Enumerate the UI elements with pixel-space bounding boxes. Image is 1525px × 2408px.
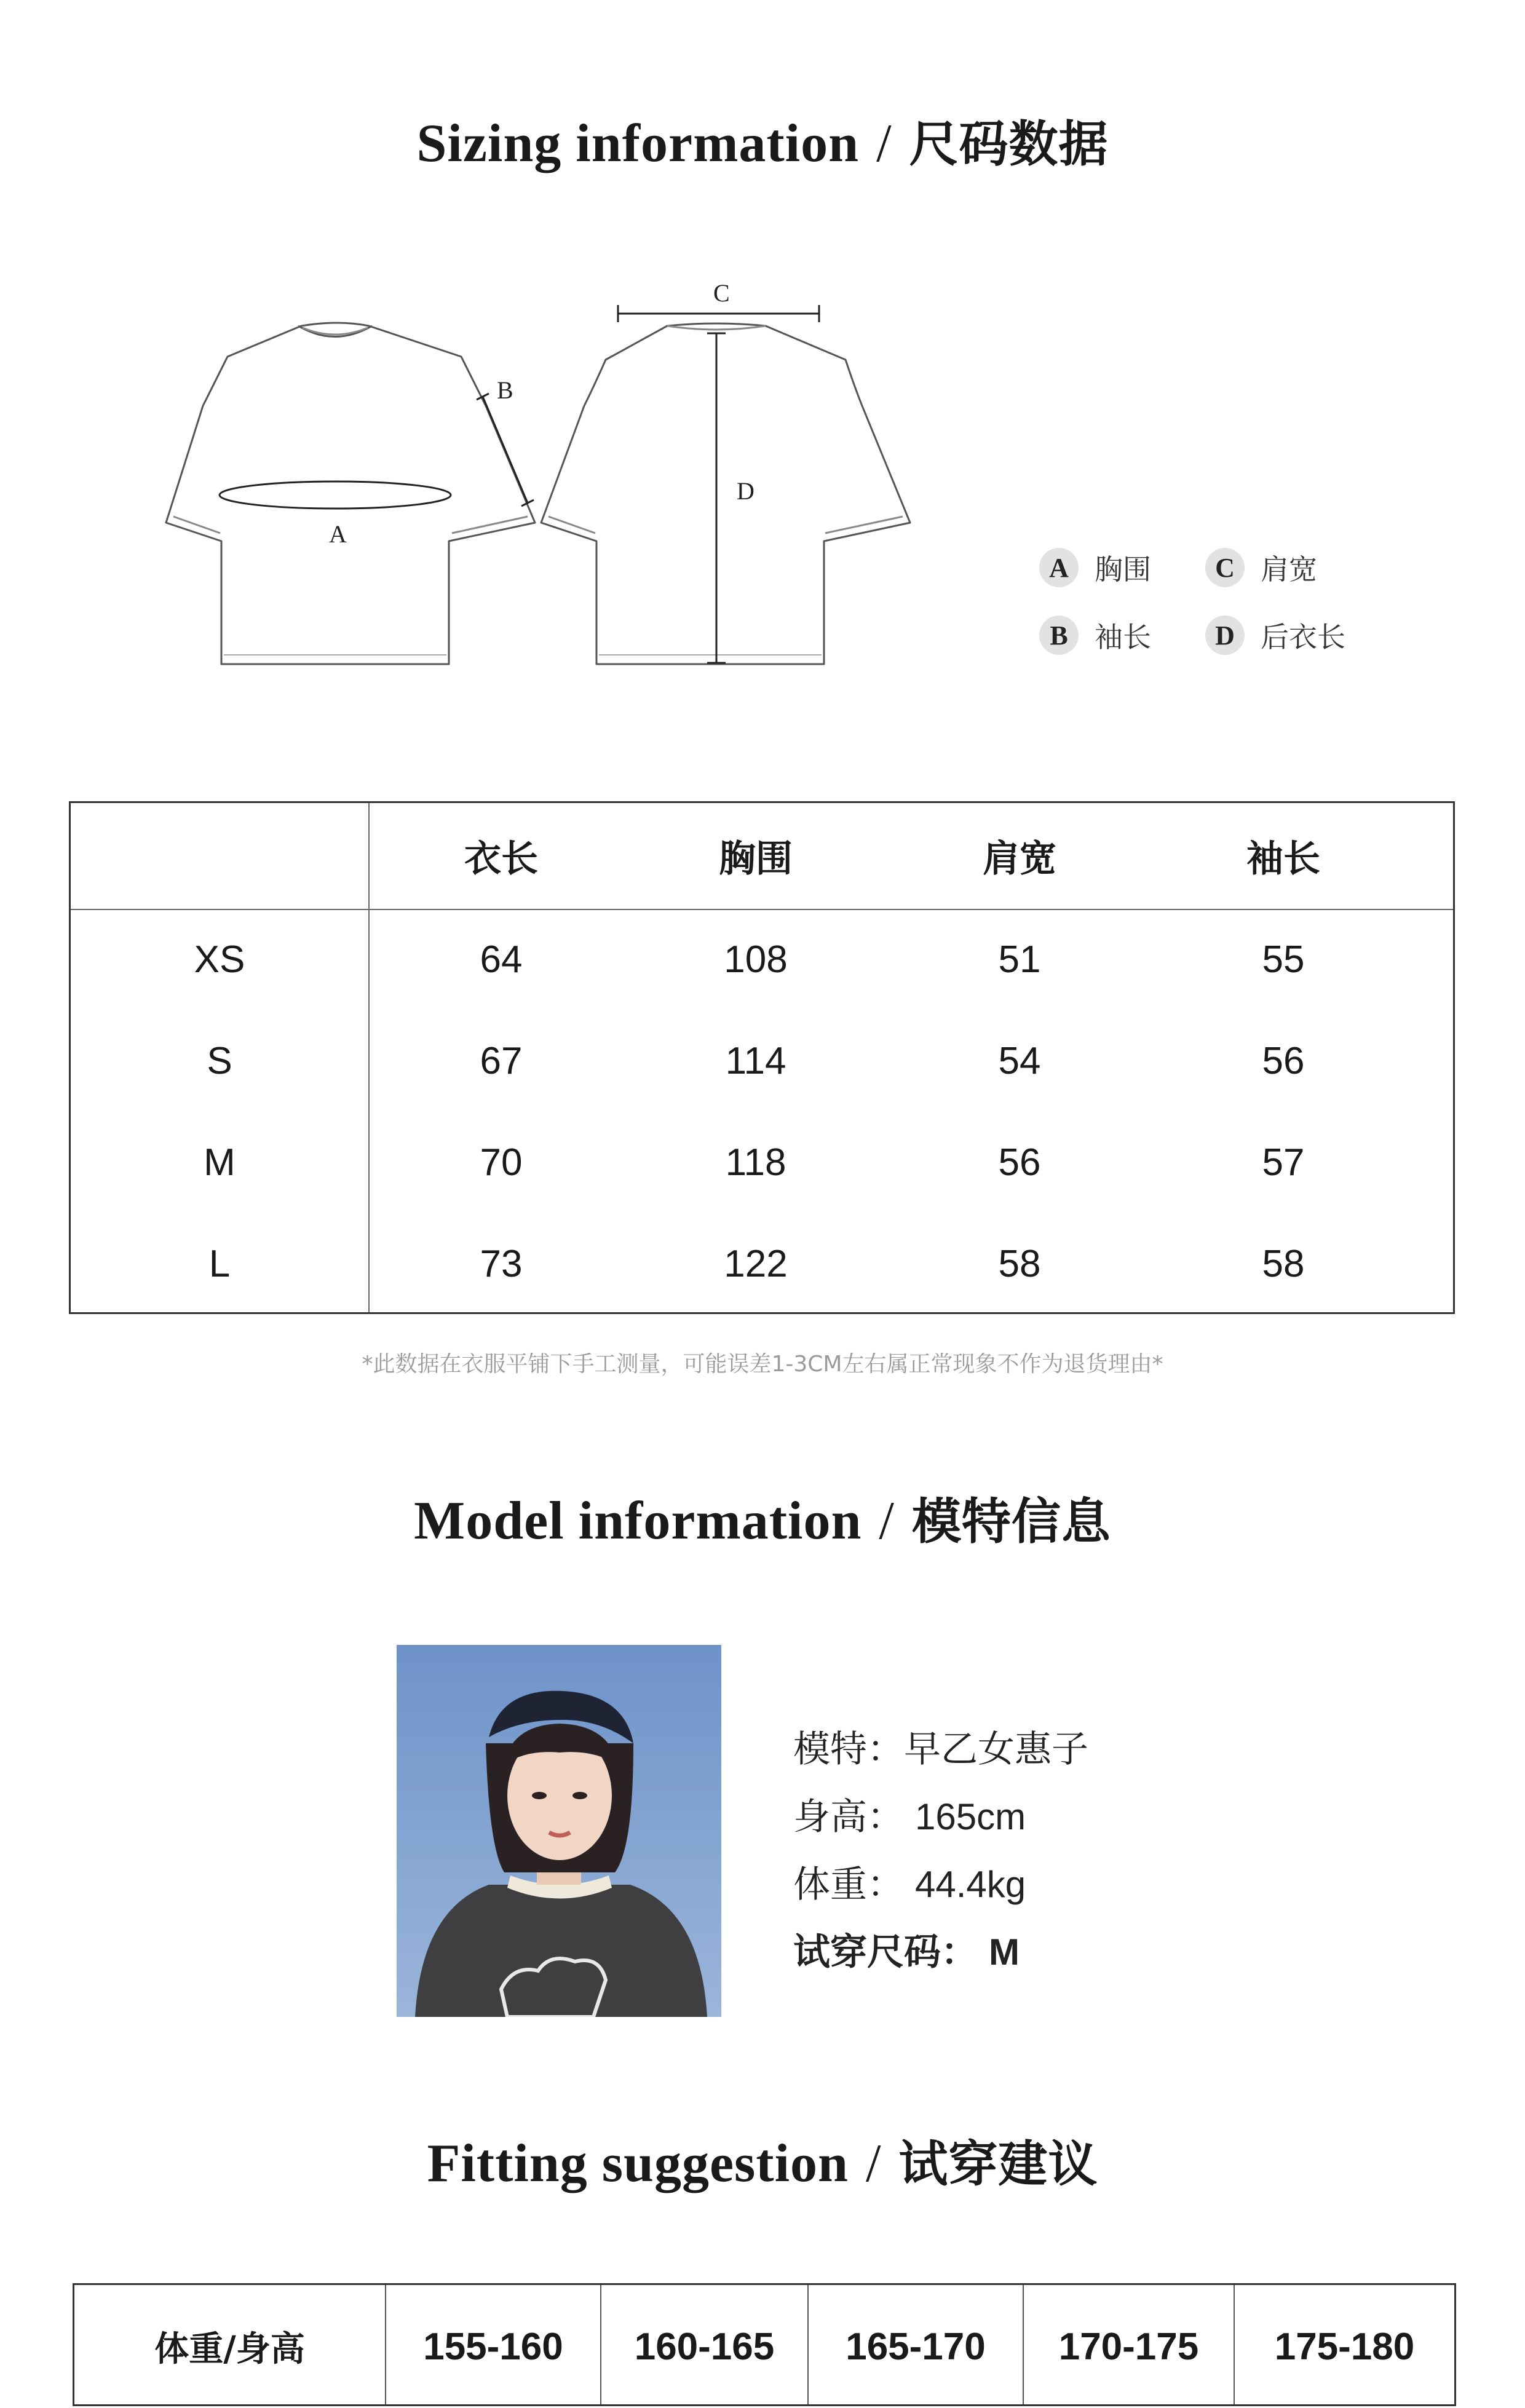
back-shirt-outline bbox=[541, 323, 910, 664]
model-size-label: 试穿尺码： bbox=[793, 1931, 978, 1974]
table-cell: 58 bbox=[998, 1243, 1041, 1285]
label-a: A bbox=[329, 520, 347, 548]
measure-b-line bbox=[483, 397, 528, 503]
table-cell: 73 bbox=[480, 1243, 523, 1285]
legend-label: 胸围 bbox=[1095, 553, 1151, 586]
table-divider bbox=[368, 803, 370, 1312]
model-weight-label: 体重： bbox=[793, 1863, 904, 1906]
model-size-value: M bbox=[989, 1931, 1020, 1973]
legend-badge: C bbox=[1205, 548, 1245, 587]
model-photo-illustration bbox=[397, 1645, 721, 2017]
measure-a-ellipse bbox=[220, 481, 451, 509]
sizing-title-zh: 尺码数据 bbox=[909, 116, 1109, 173]
size-table bbox=[69, 801, 1455, 1314]
sizing-title bbox=[0, 105, 1525, 175]
legend-label: 袖长 bbox=[1095, 620, 1151, 654]
model-name-row bbox=[793, 1716, 1088, 1783]
table-cell: 55 bbox=[1262, 938, 1305, 981]
table-header-shoulder: 肩宽 bbox=[983, 838, 1056, 881]
fitting-title-zh: 试穿建议 bbox=[898, 2136, 1098, 2193]
legend-label: 肩宽 bbox=[1261, 553, 1317, 586]
model-height-row bbox=[793, 1783, 1088, 1851]
model-name-value: 早乙女惠子 bbox=[904, 1728, 1088, 1771]
table-cell: 56 bbox=[1262, 1040, 1305, 1082]
fitting-column: 175-180 bbox=[1274, 2325, 1415, 2368]
legend-label: 后衣长 bbox=[1261, 620, 1345, 654]
model-height-label: 身高： bbox=[793, 1796, 904, 1839]
table-cell: 57 bbox=[1262, 1141, 1305, 1184]
fitting-title bbox=[0, 2125, 1525, 2195]
table-cell: 67 bbox=[480, 1040, 523, 1082]
fitting-title-separator: / bbox=[865, 2134, 882, 2193]
table-cell: 51 bbox=[998, 938, 1041, 981]
table-cell: 108 bbox=[724, 938, 788, 981]
table-cell: 118 bbox=[725, 1141, 786, 1184]
table-header-length: 衣长 bbox=[464, 838, 538, 881]
legend-item-b bbox=[1039, 615, 1151, 655]
model-name-label: 模特： bbox=[793, 1728, 904, 1771]
legend-item-c bbox=[1205, 547, 1317, 588]
back-collar bbox=[667, 326, 766, 330]
model-weight-row bbox=[793, 1851, 1088, 1919]
table-cell-size: S bbox=[207, 1040, 232, 1082]
model-title-zh: 模特信息 bbox=[911, 1493, 1111, 1550]
model-photo bbox=[397, 1645, 721, 2017]
measurement-legend bbox=[1039, 547, 1408, 670]
table-cell-size: XS bbox=[194, 938, 245, 981]
legend-badge: D bbox=[1205, 616, 1245, 655]
legend-badge: A bbox=[1039, 548, 1079, 587]
table-cell: 64 bbox=[480, 938, 523, 981]
label-b: B bbox=[497, 376, 513, 404]
table-cell: 122 bbox=[724, 1243, 788, 1285]
table-cell: 54 bbox=[998, 1040, 1041, 1082]
table-cell: 58 bbox=[1262, 1243, 1305, 1285]
label-c: C bbox=[713, 279, 730, 307]
table-cell: 114 bbox=[725, 1040, 786, 1082]
model-size-row bbox=[793, 1919, 1088, 1986]
fitting-table bbox=[73, 2283, 1456, 2406]
table-cell: 70 bbox=[480, 1141, 523, 1184]
model-title-en: Model information bbox=[414, 1491, 862, 1551]
legend-badge: B bbox=[1039, 616, 1079, 655]
model-info bbox=[793, 1716, 1088, 1986]
fitting-header-label: 体重/身高 bbox=[154, 2329, 305, 2369]
fitting-column: 170-175 bbox=[1058, 2325, 1199, 2368]
fitting-column: 155-160 bbox=[423, 2325, 563, 2368]
model-height-value: 165cm bbox=[915, 1796, 1026, 1837]
fitting-title-en: Fitting suggestion bbox=[427, 2134, 849, 2193]
table-header-sleeve: 袖长 bbox=[1246, 838, 1320, 881]
table-cell-size: L bbox=[208, 1243, 231, 1285]
fitting-column: 160-165 bbox=[634, 2325, 775, 2368]
model-title bbox=[0, 1482, 1525, 1553]
legend-item-a bbox=[1039, 547, 1151, 588]
model-title-separator: / bbox=[879, 1491, 895, 1551]
sizing-title-en: Sizing information bbox=[416, 114, 860, 173]
table-cell-size: M bbox=[204, 1141, 236, 1184]
sizing-title-separator: / bbox=[876, 114, 892, 173]
measurement-note: *此数据在衣服平铺下手工测量，可能误差1-3CM左右属正常现象不作为退货理由* bbox=[362, 1352, 1163, 1377]
fitting-column: 165-170 bbox=[846, 2325, 986, 2368]
table-header-chest: 胸围 bbox=[719, 838, 793, 881]
model-weight-value: 44.4kg bbox=[915, 1864, 1026, 1905]
garment-measurement-diagram bbox=[141, 264, 941, 683]
table-cell: 56 bbox=[998, 1141, 1041, 1184]
legend-item-d bbox=[1205, 615, 1345, 655]
label-d: D bbox=[737, 477, 755, 505]
